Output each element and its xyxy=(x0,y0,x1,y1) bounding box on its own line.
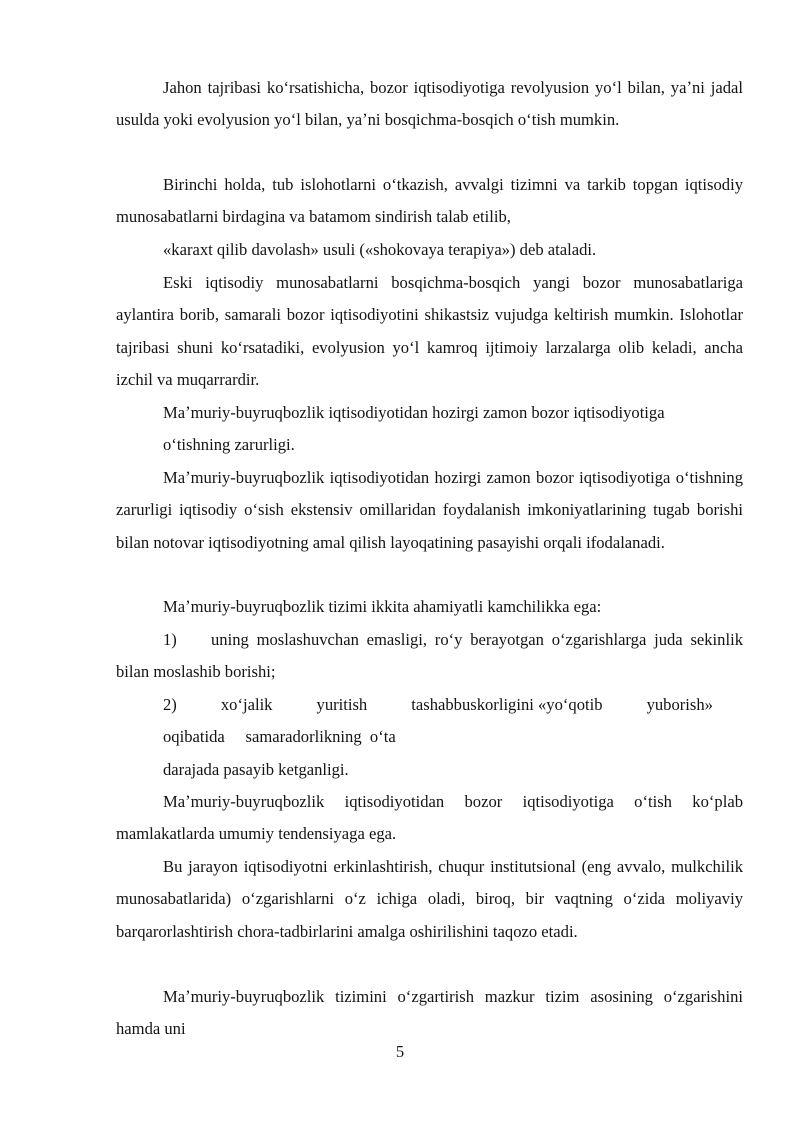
paragraph-system-change: Maʼmuriy-buyruqbozlik tizimini oʻzgartirish mazkur tizim asosining oʻzgarishini hamda uni xyxy=(116,987,743,1039)
list-item-2-line1 xyxy=(163,689,713,721)
list-item-2-word: xoʻjalik xyxy=(220,695,273,714)
list-item-2-number: 2) xyxy=(163,695,177,714)
page-number: 5 xyxy=(395,1042,405,1061)
paragraph-shock-therapy-cont: «karaxt qilib davolash» usuli («shokovaya terapiya») deb ataladi. xyxy=(163,240,597,259)
paragraph-general-tendency: Maʼmuriy-buyruqbozlik iqtisodiyotidan bozor iqtisodiyotiga oʻtish koʻplab mamlakatlarda umumiy tendensiyaga ega. xyxy=(116,792,743,844)
section-heading-line2: oʻtishning zarurligi. xyxy=(163,435,295,454)
paragraph-transition-paths: Jahon tajribasi koʻrsatishicha, bozor iqtisodiyotiga revolyusion yoʻl bilan, yaʼni jadal usulda yoki evolyusion yoʻl bilan, yaʼni bosqichma-bosqich oʻtish mumkin. xyxy=(116,78,743,130)
paragraph-evolutionary-path: Eski iqtisodiy munosabatlarni bosqichma-bosqich yangi bozor munosabatlariga aylantira borib, samarali bozor iqtisodiyotini shikastsiz vujudga keltirish mumkin. Islohotlar tajribasi shuni koʻrsatadiki, evolyusion yoʻl kamroq ijtimoiy larzalarga olib keladi, ancha izchil va muqarrardir. xyxy=(116,273,743,390)
list-item-1-number: 1) xyxy=(163,630,177,649)
paragraph-liberalization: Bu jarayon iqtisodiyotni erkinlashtirish, chuqur institutsional (eng avvalo, mulkchilik munosabatlarida) oʻzgarishlarni oʻz ichiga oladi, biroq, bir vaqtning oʻzida moliyaviy barqarorlashtirish chora-tadbirlarini amalga oshirilishini taqozo etadi. xyxy=(116,857,743,941)
list-item-2-word: yuritish xyxy=(316,695,368,714)
list-item-2-word: yuborish» xyxy=(646,695,713,714)
list-item-2-line3: darajada pasayib ketganligi. xyxy=(163,760,349,779)
list-item-1 xyxy=(116,624,743,689)
list-item-2-word: tashabbuskorligini «yoʻqotib xyxy=(411,695,603,714)
list-item-2-line2: oqibatida samaradorlikning oʻta xyxy=(163,727,396,746)
paragraph-shortcomings-intro: Maʼmuriy-buyruqbozlik tizimi ikkita ahamiyatli kamchilikka ega: xyxy=(163,597,602,616)
paragraph-necessity: Maʼmuriy-buyruqbozlik iqtisodiyotidan hozirgi zamon bozor iqtisodiyotiga oʻtishning zarurligi iqtisodiy oʻsish ekstensiv omillaridan foydalanish imkoniyatlarining tugab borishi bilan notovar iqtisodiyotning amal qilish layoqatining pasayishi orqali ifodalanadi. xyxy=(116,468,743,552)
section-heading-line1: Maʼmuriy-buyruqbozlik iqtisodiyotidan hozirgi zamon bozor iqtisodiyotiga xyxy=(163,403,665,422)
paragraph-shock-therapy: Birinchi holda, tub islohotlarni oʻtkazish, avvalgi tizimni va tarkib topgan iqtisodiy munosabatlarni birdagina va batamom sindirish talab etilib, xyxy=(116,175,743,227)
list-item-1-text: uning moslashuvchan emasligi, roʻy berayotgan oʻzgarishlarga juda sekinlik bilan moslashib borishi; xyxy=(116,630,743,682)
